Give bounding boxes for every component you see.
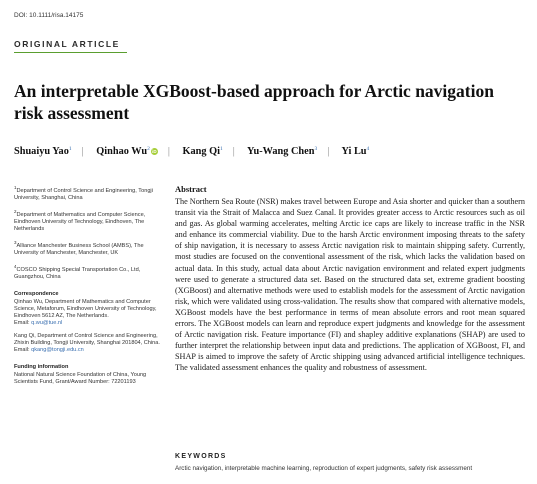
section-rule (14, 52, 127, 53)
correspondence-heading: Correspondence (14, 291, 59, 298)
email-link[interactable]: qkang@tongji.edu.cn (31, 347, 84, 354)
keywords-heading: KEYWORDS (175, 453, 227, 460)
abstract-body: The Northern Sea Route (NSR) makes travel between Europe and Asia shorter and quicker than a southern transit via the Strait of Malacca and Suez Canal. It provides greater access to Arctic resources such as oil and gas. As global warming accelerates, melting Arctic ice caps are likely to increase traffic in the NSR and enhance its commercial viability. Due to the harsh Arctic environment imposing threats to the safety of ship navigation, it is necessary to assess Arctic navigation risk to maintain shipping safety. Currently, most studies are focused on the conventional assessment of the risk, which lacks the validation based on actual data. In this study, actual data about Arctic navigation environment and related expert judgments were used to generate a structured data set. Based on the structured data set, extreme gradient boosting (XGBoost) and alternative methods were used to establish models for the assessment of Arctic navigation risk, which were validated using cross-validation. The results show that compared with alternative models, XGBoost models have the best performance in terms of mean absolute errors and root mean squared errors. The XGBoost models can learn and reproduce expert judgments and knowledge for the assessment of Arctic navigation risk. Feature importance (FI) and shapley additive explanations (SHAP) are used to further interpret the relationship between input data and predictions. The application of XGBoost, FI, and SHAP is aimed to improve the safety of Arctic shipping using advanced artificial intelligence techniques. The validated assessment enhances the quality and robustness of assessment. (175, 197, 525, 373)
author-name[interactable]: Yi Lu$^4$ (341, 146, 370, 157)
funding-text: National Natural Science Foundation of China, Young Scientists Fund, Grant/Award Number: 72201193 (14, 371, 147, 385)
sidebar-info (14, 184, 166, 392)
doi-line[interactable]: DOI: 10.1111/risa.14175 (14, 12, 84, 19)
article-type-label: ORIGINAL ARTICLE (14, 39, 120, 49)
correspondence-entry: Kang Qi, Department of Control Science and Engineering, Zhixin Building, Tongji University, Shanghai 201804, China. Email: qkang@tongji.edu.cn (14, 332, 160, 354)
affiliation: $^1$Department of Control Science and Engineering, Tongji University, Shanghai, China (14, 185, 153, 202)
email-link[interactable]: q.wu@tue.nl (31, 320, 63, 327)
affiliation: $^4$COSCO Shipping Special Transportation Co., Ltd, Guangzhou, China (14, 263, 141, 281)
author-name[interactable]: Kang Qi$^1$ (182, 146, 223, 157)
affiliation: $^2$Department of Mathematics and Computer Science, Eindhoven University of Technology, Eindhoven, The Netherlands (14, 208, 146, 233)
paper-title: An interpretable XGBoost-based approach for Arctic navigation risk assessment (14, 81, 494, 123)
keywords-list: Arctic navigation, interpretable machine learning, reproduction of expert judgments, safety risk assessment (175, 465, 473, 472)
correspondence-entry: Qinhao Wu, Department of Mathematics and Computer Science, Metaforum, Eindhoven University of Technology, Eindhoven 5612 AZ, The Netherlands. Email: q.wu@tue.nl (14, 298, 157, 327)
orcid-icon[interactable]: iD (152, 149, 157, 154)
funding-heading: Funding information (14, 364, 69, 371)
author-name[interactable]: Shuaiyu Yao$^1$ (14, 146, 72, 157)
affiliation: $^3$Alliance Manchester Business School (AMBS), The University of Manchester, Manchester, UK (14, 240, 144, 257)
abstract-heading: Abstract (175, 184, 207, 194)
author-list: Shuaiyu Yao$^1$ | Qinhao Wu$^2$ iD | Kang Qi$^1$ | Yu-Wang Chen$^3$ | Yi Lu$^4$ (14, 146, 370, 157)
author-name[interactable]: Yu-Wang Chen$^3$ (247, 146, 318, 157)
author-name[interactable]: Qinhao Wu$^2$ iD (96, 146, 157, 157)
